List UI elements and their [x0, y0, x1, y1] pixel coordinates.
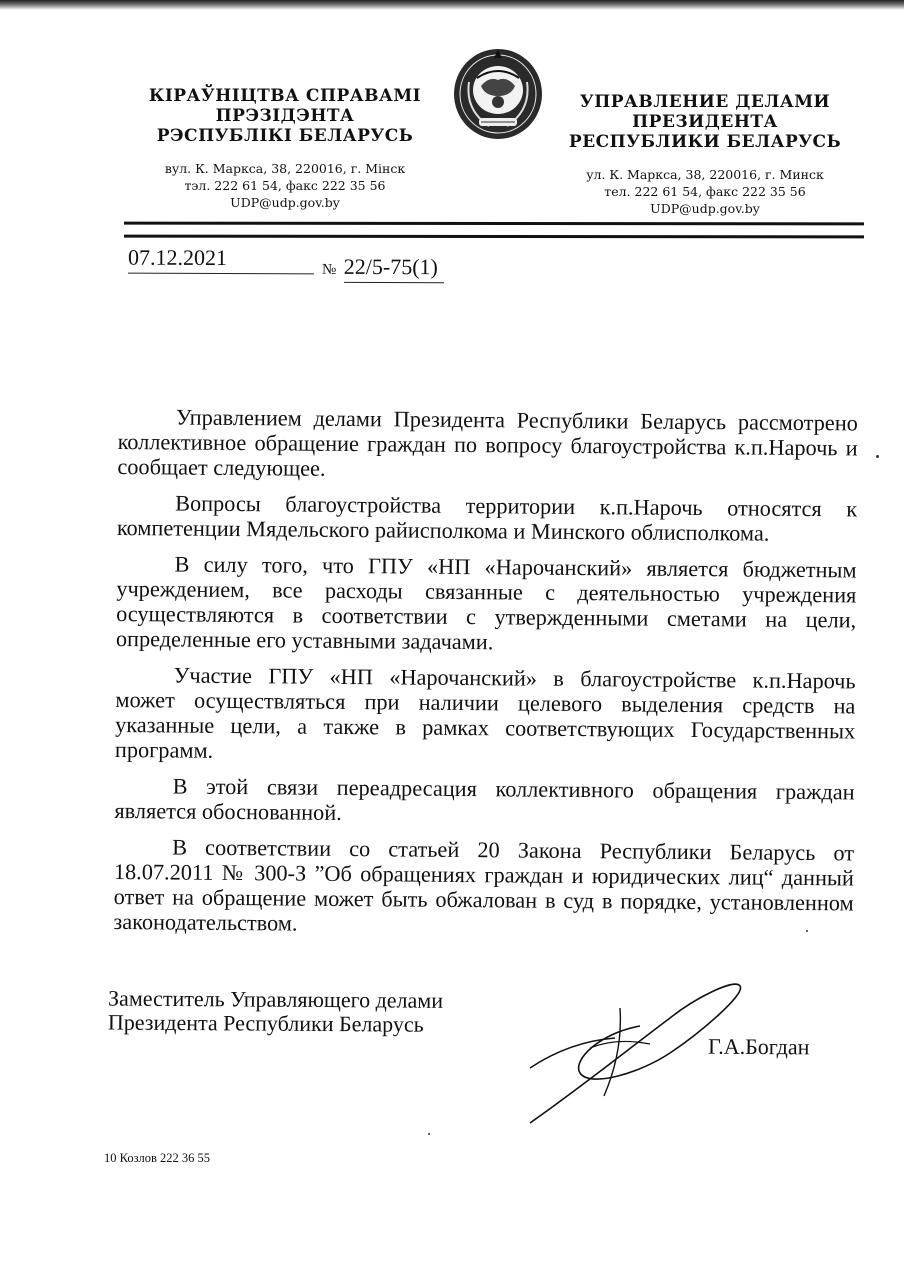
address-ru: ул. К. Маркса, 38, 220016, г. Минск тел. 222 61 54, факс 222 35 56 UDP@udp.gov.by: [586, 167, 824, 216]
paragraph: В силу того, что ГПУ «НП «Нарочанский» является бюджетным учреждением, все расходы связанные с деятельностью учреждения осуществляются в соответствии с утвержденными сметами на цели, определенные его уставными задачами.: [115, 551, 857, 655]
belarus-state-emblem-icon: [449, 42, 547, 142]
signatory-title: Заместитель Управляющего делами Президента Республики Беларусь: [107, 985, 444, 1037]
header-right-russian: [540, 92, 870, 217]
paragraph: Управлением делами Президента Республики Беларусь рассмотрено коллективное обращение граждан по вопросу благоустройства к.п.Нарочь и сообщает следующее.: [117, 404, 858, 481]
number-value: 22/5-75(1): [344, 252, 444, 283]
letter-body: [113, 404, 858, 951]
header-left-belarusian: [120, 86, 450, 211]
paragraph: Вопросы благоустройства территории к.п.Нарочь относятся к компетенции Мядельского райисполкома и Минского облисполкома.: [116, 490, 858, 546]
paragraph: В этой связи переадресация коллективного обращения граждан является обоснованной.: [114, 773, 855, 825]
paragraph: Участие ГПУ «НП «Нарочанский» в благоустройстве к.п.Нарочь может осуществляться при наличии целевого выделения средств на указанные цели, а также в рамках соответствующих Государственных программ.: [114, 662, 856, 763]
number-sign: №: [321, 261, 337, 278]
document-number: [322, 252, 444, 285]
org-name-ru: УПРАВЛЕНИЕ ДЕЛАМИ ПРЕЗИДЕНТА РЕСПУБЛИКИ БЕЛАРУСЬ: [568, 92, 842, 152]
signatory-name: Г.А.Богдан: [707, 1033, 810, 1060]
scan-edge: [0, 0, 904, 10]
org-name-by: КІРАЎНІЦТВА СПРАВАМІ ПРЭЗІДЭНТА РЭСПУБЛІКІ БЕЛАРУСЬ: [148, 86, 422, 146]
document-date: 07.12.2021: [128, 243, 314, 275]
address-by: вул. К. Маркса, 38, 220016, г. Мінск тэл. 222 61 54, факс 222 35 56 UDP@udp.gov.by: [164, 161, 406, 210]
paragraph: В соответствии со статьей 20 Закона Республики Беларусь от 18.07.2011 № 300-З ”Об обращениях граждан и юридических лиц“ данный ответ на обращение может быть обжалован в суд в порядке, установленном законодательством.: [113, 834, 855, 936]
header-divider-top: [124, 222, 864, 226]
executor-note: 10 Козлов 222 36 55: [104, 1151, 211, 1165]
header-divider-bottom: [124, 235, 864, 239]
